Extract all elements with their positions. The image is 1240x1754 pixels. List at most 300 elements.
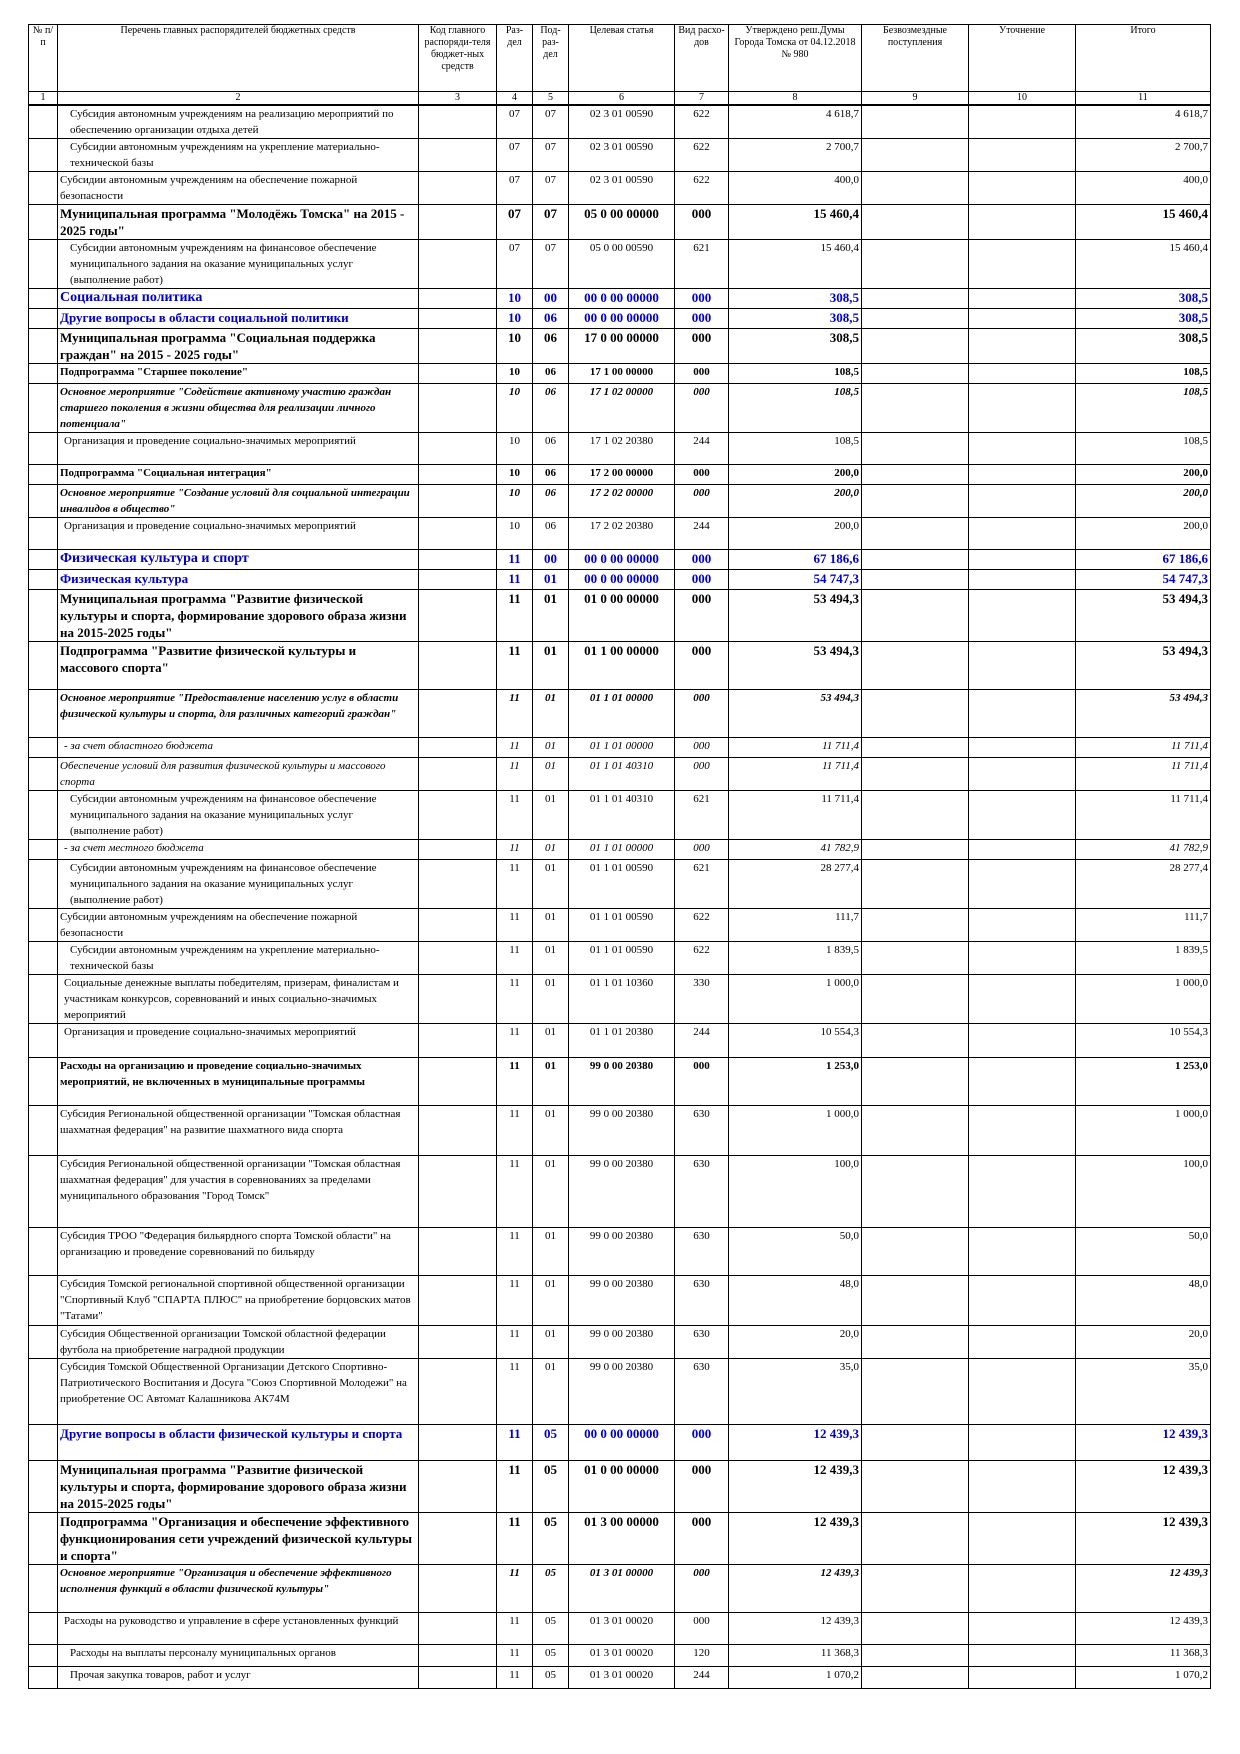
row-name: Прочая закупка товаров, работ и услуг [58,1667,419,1689]
row-clarification [969,1613,1076,1645]
row-celevaya: 01 1 01 00590 [569,909,675,942]
row-gratuitous [862,570,969,590]
row-clarification [969,975,1076,1024]
row-gratuitous [862,1645,969,1667]
row-number [29,289,58,309]
row-code [419,1645,497,1667]
table-row [29,485,1211,518]
column-number: 5 [533,92,569,106]
row-vid: 120 [675,1645,729,1667]
row-vid: 630 [675,1276,729,1326]
row-celevaya: 01 3 00 00000 [569,1513,675,1565]
row-vid: 000 [675,550,729,570]
row-razdel: 07 [497,205,533,240]
row-number [29,433,58,465]
row-celevaya: 01 1 01 40310 [569,791,675,840]
row-number [29,1425,58,1461]
row-podrazdel: 06 [533,465,569,485]
row-podrazdel: 01 [533,942,569,975]
row-approved: 53 494,3 [729,590,862,642]
row-clarification [969,465,1076,485]
row-vid: 244 [675,433,729,465]
row-code [419,1106,497,1156]
row-celevaya: 17 1 02 00000 [569,384,675,433]
table-row [29,1359,1211,1425]
row-razdel: 11 [497,690,533,738]
row-total: 1 070,2 [1076,1667,1211,1689]
row-gratuitous [862,1425,969,1461]
table-body [29,105,1211,1689]
row-number [29,1228,58,1276]
table-row [29,975,1211,1024]
row-celevaya: 01 1 01 40310 [569,758,675,791]
row-code [419,570,497,590]
row-podrazdel: 01 [533,758,569,791]
row-podrazdel: 01 [533,1106,569,1156]
row-gratuitous [862,860,969,909]
row-approved: 1 253,0 [729,1058,862,1106]
header-code: Код главного распоряди-теля бюджет-ных средств [419,25,497,92]
row-celevaya: 99 0 00 20380 [569,1106,675,1156]
row-approved: 41 782,9 [729,840,862,860]
row-celevaya: 99 0 00 20380 [569,1326,675,1359]
row-clarification [969,172,1076,205]
row-razdel: 11 [497,791,533,840]
row-approved: 11 711,4 [729,791,862,840]
row-total: 53 494,3 [1076,642,1211,690]
row-celevaya: 99 0 00 20380 [569,1058,675,1106]
row-approved: 4 618,7 [729,105,862,139]
row-number [29,240,58,289]
row-total: 2 700,7 [1076,139,1211,172]
row-razdel: 11 [497,642,533,690]
row-gratuitous [862,909,969,942]
row-podrazdel: 06 [533,329,569,364]
row-code [419,1058,497,1106]
row-total: 11 711,4 [1076,758,1211,791]
table-row [29,1565,1211,1613]
row-name: Обеспечение условий для развития физической культуры и массового спорта [58,758,419,791]
row-gratuitous [862,1565,969,1613]
row-gratuitous [862,1276,969,1326]
row-code [419,1461,497,1513]
row-clarification [969,1106,1076,1156]
row-approved: 12 439,3 [729,1613,862,1645]
table-row [29,1106,1211,1156]
row-approved: 2 700,7 [729,139,862,172]
row-celevaya: 99 0 00 20380 [569,1228,675,1276]
row-podrazdel: 01 [533,690,569,738]
row-code [419,909,497,942]
row-name: Субсидия автономным учреждениям на реализацию мероприятий по обеспечению организации отдыха детей [58,105,419,139]
row-approved: 1 000,0 [729,1106,862,1156]
table-row [29,909,1211,942]
row-podrazdel: 05 [533,1513,569,1565]
row-name: - за счет областного бюджета [58,738,419,758]
table-row [29,1024,1211,1058]
row-total: 20,0 [1076,1326,1211,1359]
row-total: 100,0 [1076,1156,1211,1228]
row-vid: 630 [675,1156,729,1228]
row-vid: 000 [675,289,729,309]
row-number [29,105,58,139]
row-code [419,433,497,465]
row-gratuitous [862,738,969,758]
row-celevaya: 02 3 01 00590 [569,172,675,205]
column-number: 8 [729,92,862,106]
row-podrazdel: 01 [533,590,569,642]
row-code [419,1276,497,1326]
row-podrazdel: 06 [533,309,569,329]
row-celevaya: 01 1 01 00590 [569,942,675,975]
row-gratuitous [862,240,969,289]
row-number [29,139,58,172]
table-row [29,240,1211,289]
row-approved: 54 747,3 [729,570,862,590]
row-clarification [969,738,1076,758]
row-podrazdel: 05 [533,1461,569,1513]
row-code [419,384,497,433]
row-approved: 308,5 [729,289,862,309]
header-celevaya: Целевая статья [569,25,675,92]
row-gratuitous [862,1359,969,1425]
row-clarification [969,860,1076,909]
row-vid: 621 [675,791,729,840]
row-vid: 244 [675,1667,729,1689]
table-row [29,1461,1211,1513]
header-podrazdel: Под-раз-дел [533,25,569,92]
row-gratuitous [862,590,969,642]
row-podrazdel: 05 [533,1645,569,1667]
row-podrazdel: 01 [533,1058,569,1106]
row-gratuitous [862,1461,969,1513]
row-code [419,1513,497,1565]
row-vid: 000 [675,1461,729,1513]
row-number [29,518,58,550]
row-celevaya: 01 1 01 00000 [569,738,675,758]
row-vid: 244 [675,1024,729,1058]
row-number [29,1645,58,1667]
row-podrazdel: 06 [533,485,569,518]
row-razdel: 11 [497,1359,533,1425]
row-clarification [969,105,1076,139]
row-number [29,690,58,738]
row-approved: 108,5 [729,384,862,433]
row-total: 200,0 [1076,518,1211,550]
row-vid: 000 [675,1058,729,1106]
row-code [419,1326,497,1359]
budget-table [28,24,1211,1689]
row-razdel: 07 [497,172,533,205]
table-row [29,642,1211,690]
row-gratuitous [862,205,969,240]
row-total: 11 711,4 [1076,738,1211,758]
table-row [29,1645,1211,1667]
row-name: - за счет местного бюджета [58,840,419,860]
row-name: Расходы на руководство и управление в сфере установленных функций [58,1613,419,1645]
row-gratuitous [862,690,969,738]
row-vid: 000 [675,758,729,791]
row-approved: 200,0 [729,485,862,518]
row-name: Подпрограмма "Организация и обеспечение эффективного функционирования сети учреждений физической культуры и спорта" [58,1513,419,1565]
row-razdel: 11 [497,1667,533,1689]
row-total: 12 439,3 [1076,1613,1211,1645]
row-razdel: 11 [497,1276,533,1326]
row-total: 108,5 [1076,433,1211,465]
row-clarification [969,433,1076,465]
row-podrazdel: 05 [533,1425,569,1461]
row-vid: 000 [675,1425,729,1461]
row-clarification [969,550,1076,570]
row-gratuitous [862,139,969,172]
row-code [419,139,497,172]
row-razdel: 10 [497,384,533,433]
row-vid: 630 [675,1359,729,1425]
row-number [29,942,58,975]
row-clarification [969,485,1076,518]
row-name: Субсидии автономным учреждениям на укрепление материально-технической базы [58,942,419,975]
row-code [419,975,497,1024]
row-number [29,364,58,384]
row-name: Субсидии автономным учреждениям на обеспечение пожарной безопасности [58,172,419,205]
row-celevaya: 02 3 01 00590 [569,105,675,139]
row-razdel: 11 [497,738,533,758]
row-clarification [969,1513,1076,1565]
row-number [29,172,58,205]
row-gratuitous [862,518,969,550]
row-name: Субсидии автономным учреждениям на финансовое обеспечение муниципального задания на оказание муниципальных услуг (выполнение работ) [58,860,419,909]
row-code [419,738,497,758]
row-razdel: 10 [497,518,533,550]
row-podrazdel: 01 [533,1024,569,1058]
row-gratuitous [862,364,969,384]
row-code [419,289,497,309]
row-code [419,172,497,205]
row-approved: 15 460,4 [729,205,862,240]
row-clarification [969,1228,1076,1276]
row-razdel: 10 [497,289,533,309]
row-number [29,758,58,791]
row-total: 400,0 [1076,172,1211,205]
row-razdel: 11 [497,1228,533,1276]
row-gratuitous [862,1613,969,1645]
row-razdel: 11 [497,1613,533,1645]
row-clarification [969,909,1076,942]
row-vid: 000 [675,738,729,758]
row-approved: 11 711,4 [729,738,862,758]
row-code [419,1425,497,1461]
row-vid: 000 [675,840,729,860]
row-clarification [969,840,1076,860]
row-clarification [969,1326,1076,1359]
row-celevaya: 00 0 00 00000 [569,1425,675,1461]
row-podrazdel: 01 [533,570,569,590]
row-approved: 100,0 [729,1156,862,1228]
row-razdel: 10 [497,433,533,465]
row-name: Субсидия Региональной общественной организации "Томская областная шахматная федерация" для участия в соревнованиях за пределами муниципального образования "Город Томск" [58,1156,419,1228]
row-celevaya: 01 1 01 00000 [569,840,675,860]
row-number [29,1461,58,1513]
row-code [419,942,497,975]
header-vid: Вид расхо-дов [675,25,729,92]
row-name: Субсидии автономным учреждениям на финансовое обеспечение муниципального задания на оказание муниципальных услуг (выполнение работ) [58,240,419,289]
row-code [419,105,497,139]
table-row [29,860,1211,909]
row-podrazdel: 01 [533,1326,569,1359]
row-celevaya: 01 1 01 00590 [569,860,675,909]
column-number: 1 [29,92,58,106]
row-name: Подпрограмма "Развитие физической культуры и массового спорта" [58,642,419,690]
row-vid: 622 [675,909,729,942]
row-code [419,364,497,384]
table-header [29,25,1211,106]
row-celevaya: 05 0 00 00590 [569,240,675,289]
row-gratuitous [862,1667,969,1689]
row-name: Расходы на организацию и проведение социально-значимых мероприятий, не включенных в муниципальные программы [58,1058,419,1106]
row-clarification [969,642,1076,690]
row-celevaya: 99 0 00 20380 [569,1156,675,1228]
column-number: 7 [675,92,729,106]
column-number: 2 [58,92,419,106]
row-code [419,329,497,364]
row-total: 48,0 [1076,1276,1211,1326]
row-gratuitous [862,172,969,205]
row-clarification [969,570,1076,590]
row-name: Субсидия Томской региональной спортивной общественной организации "Спортивный Клуб "СПАРТА ПЛЮС" на приобретение борцовских матов "Татами" [58,1276,419,1326]
row-approved: 12 439,3 [729,1425,862,1461]
row-approved: 50,0 [729,1228,862,1276]
row-approved: 53 494,3 [729,642,862,690]
row-vid: 621 [675,240,729,289]
row-podrazdel: 01 [533,1228,569,1276]
row-gratuitous [862,105,969,139]
row-name: Основное мероприятие "Организация и обеспечение эффективного исполнения функций в области физической культуры" [58,1565,419,1613]
row-gratuitous [862,942,969,975]
row-celevaya: 05 0 00 00000 [569,205,675,240]
row-razdel: 10 [497,329,533,364]
row-name: Организация и проведение социально-значимых мероприятий [58,518,419,550]
row-number [29,329,58,364]
row-total: 12 439,3 [1076,1513,1211,1565]
row-approved: 1 070,2 [729,1667,862,1689]
row-razdel: 11 [497,570,533,590]
row-total: 12 439,3 [1076,1565,1211,1613]
row-podrazdel: 05 [533,1667,569,1689]
row-name: Основное мероприятие "Предоставление населению услуг в области физической культуры и спорта, для различных категорий граждан" [58,690,419,738]
row-celevaya: 01 0 00 00000 [569,590,675,642]
row-razdel: 11 [497,1565,533,1613]
row-celevaya: 02 3 01 00590 [569,139,675,172]
row-code [419,1613,497,1645]
row-vid: 000 [675,690,729,738]
row-vid: 000 [675,364,729,384]
table-row [29,433,1211,465]
row-razdel: 11 [497,1106,533,1156]
row-celevaya: 17 2 00 00000 [569,465,675,485]
row-number [29,1024,58,1058]
row-total: 1 839,5 [1076,942,1211,975]
row-approved: 28 277,4 [729,860,862,909]
row-name: Другие вопросы в области физической культуры и спорта [58,1425,419,1461]
row-vid: 000 [675,329,729,364]
row-name: Социальные денежные выплаты победителям, призерам, финалистам и участникам конкурсов, соревнований и иных социально-значимых мероприятий [58,975,419,1024]
row-razdel: 11 [497,860,533,909]
row-number [29,1106,58,1156]
row-total: 1 000,0 [1076,1106,1211,1156]
row-vid: 000 [675,1565,729,1613]
table-row [29,172,1211,205]
row-gratuitous [862,1156,969,1228]
column-number: 9 [862,92,969,106]
row-total: 308,5 [1076,329,1211,364]
column-number: 4 [497,92,533,106]
row-number [29,1613,58,1645]
row-total: 108,5 [1076,384,1211,433]
row-number [29,860,58,909]
row-name: Субсидии автономным учреждениям на укрепление материально-технической базы [58,139,419,172]
row-vid: 630 [675,1326,729,1359]
row-number [29,1667,58,1689]
row-code [419,465,497,485]
row-razdel: 11 [497,975,533,1024]
row-vid: 622 [675,139,729,172]
row-total: 1 253,0 [1076,1058,1211,1106]
table-row [29,738,1211,758]
row-number [29,205,58,240]
row-number [29,485,58,518]
row-approved: 20,0 [729,1326,862,1359]
row-razdel: 11 [497,942,533,975]
row-podrazdel: 01 [533,1156,569,1228]
row-gratuitous [862,485,969,518]
column-number: 3 [419,92,497,106]
row-number [29,1156,58,1228]
row-podrazdel: 01 [533,860,569,909]
row-gratuitous [862,1513,969,1565]
row-number [29,590,58,642]
table-row [29,1228,1211,1276]
table-row [29,590,1211,642]
row-gratuitous [862,384,969,433]
row-number [29,550,58,570]
row-podrazdel: 01 [533,909,569,942]
row-clarification [969,240,1076,289]
row-clarification [969,1565,1076,1613]
row-approved: 10 554,3 [729,1024,862,1058]
row-total: 111,7 [1076,909,1211,942]
row-clarification [969,1425,1076,1461]
row-vid: 000 [675,485,729,518]
row-name: Основное мероприятие "Создание условий для социальной интеграции инвалидов в общество" [58,485,419,518]
row-approved: 48,0 [729,1276,862,1326]
row-total: 200,0 [1076,465,1211,485]
row-gratuitous [862,642,969,690]
row-razdel: 07 [497,105,533,139]
row-podrazdel: 01 [533,840,569,860]
row-gratuitous [862,329,969,364]
row-vid: 630 [675,1106,729,1156]
row-total: 12 439,3 [1076,1461,1211,1513]
row-approved: 12 439,3 [729,1565,862,1613]
row-code [419,485,497,518]
table-row [29,1326,1211,1359]
row-total: 35,0 [1076,1359,1211,1425]
row-razdel: 11 [497,840,533,860]
table-row [29,758,1211,791]
table-row [29,139,1211,172]
table-row [29,550,1211,570]
row-code [419,1359,497,1425]
